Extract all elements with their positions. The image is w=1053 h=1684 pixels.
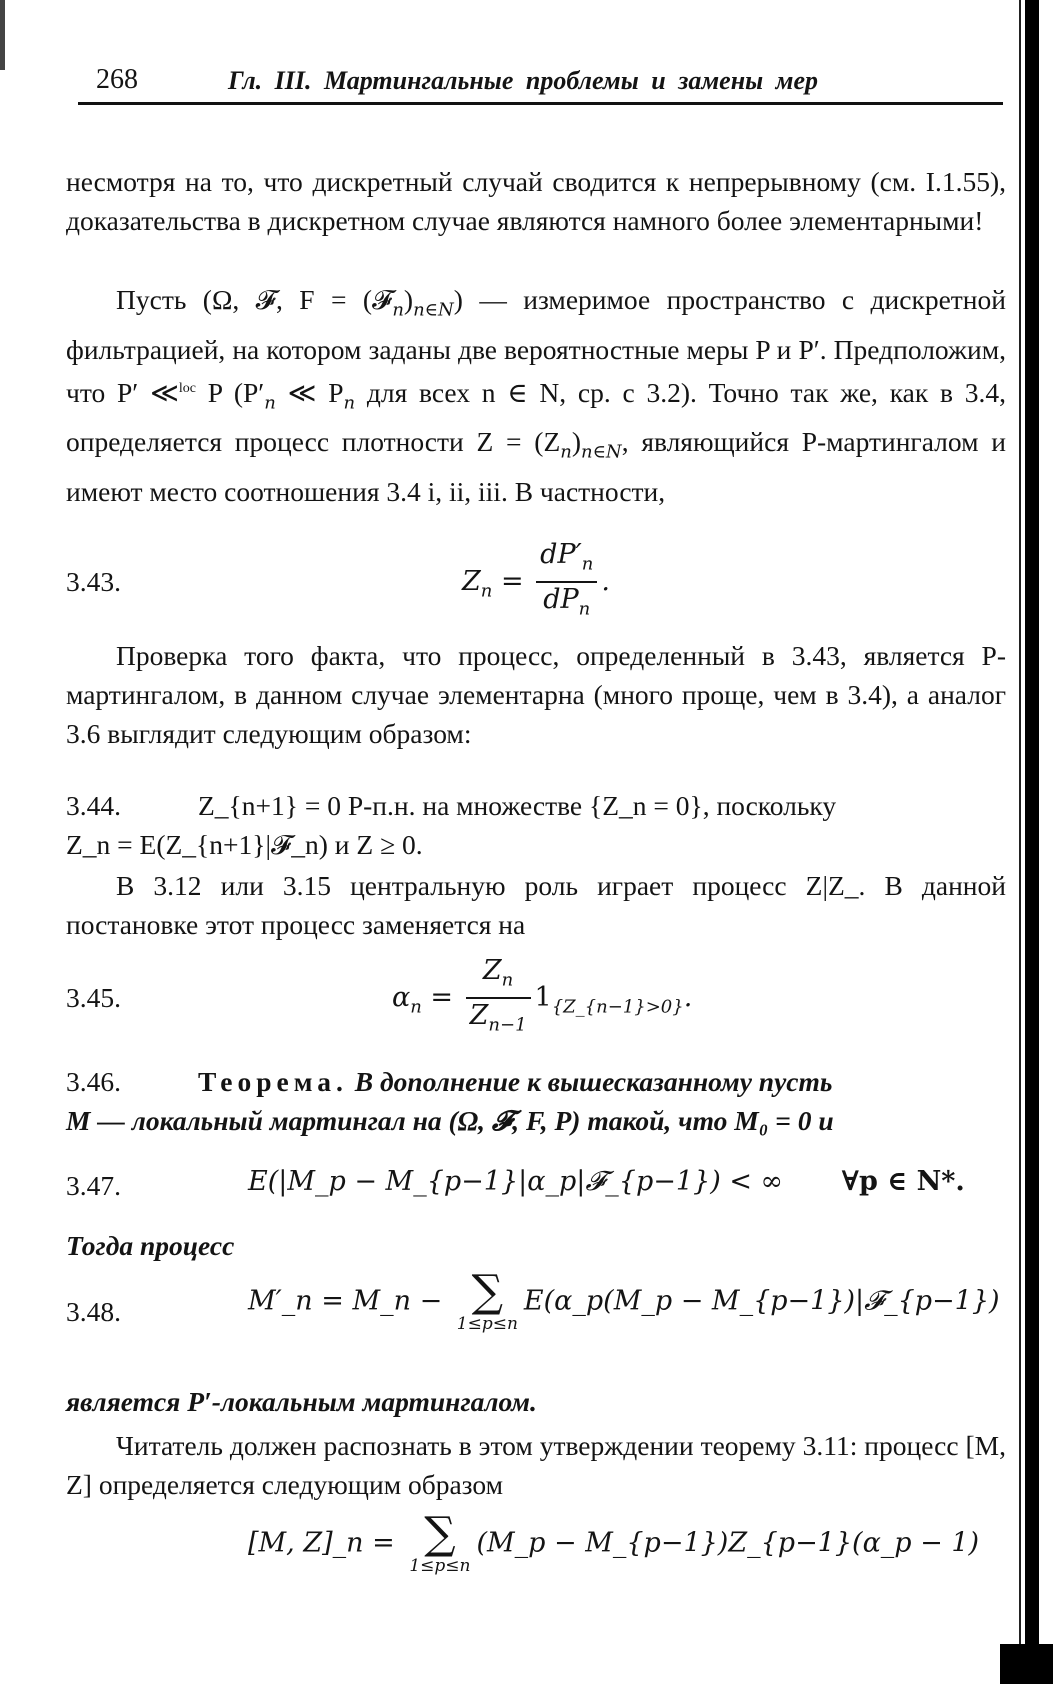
eq349-limits: 1≤p≤n (409, 1556, 471, 1576)
theorem-3-46 (198, 1062, 1006, 1101)
eq348-limits: 1≤p≤n (456, 1314, 518, 1334)
equation-3-47 (248, 1166, 965, 1198)
setup-sub-b: n∈N (413, 299, 454, 321)
eq343-den-sub: n (578, 598, 591, 620)
eq345-period: . (683, 981, 693, 1013)
eq348-rhs: E(α_p(M_p − M_{p−1})|𝓕_{p−1}) (523, 1285, 1000, 1317)
setup-sub-f: n∈N (581, 441, 622, 463)
eq-label-3-44: 3.44. (66, 790, 121, 821)
setup-sub-d: n (343, 392, 356, 414)
theorem-conclusion: является P′-локальным мартингалом. (66, 1386, 537, 1417)
setup-text-c: ) — измеримое пространство с дискретной фильтрацией, на котором заданы две вероятностные меры P и P′. Предположим, что P′ ≪ (66, 284, 1006, 408)
theorem-text: В дополнение к вышесказанному пусть (354, 1066, 833, 1097)
eq345-den-text: Z (469, 1000, 489, 1032)
eq343-fraction (536, 538, 597, 627)
eq-label-3-43: 3.43. (66, 566, 121, 597)
setup-sub-a: n (392, 299, 404, 321)
eq349-rhs: (M_p − M_{p−1})Z_{p−1}(α_p − 1) (476, 1527, 980, 1559)
paragraph-central-role: В 3.12 или 3.15 центральную роль играет процесс Z|Z_. В данной постановке этот процесс заменяется на (66, 870, 1006, 940)
eq343-numerator (536, 538, 597, 583)
eq347-forall: ∀p ∈ N*. (841, 1166, 965, 1197)
setup-text-f: для всех n ∈ N, ср. с 3.2). Точно так же, как в 3.4, определяется процесс плотности Z = (Z (66, 376, 1006, 458)
eq345-lhs-sub: n (410, 996, 422, 1018)
equation-3-48 (248, 1266, 1000, 1334)
setup-text-g: ) (571, 426, 582, 458)
eq349-sigma: ∑ (424, 1508, 456, 1559)
setup-text-e: ≪ P (275, 376, 344, 408)
paragraph-intro: несмотря на то, что дискретный случай сводится к непрерывному (см. I.1.55), доказательства в дискретном случае являются намного более элементарными! (66, 166, 1006, 236)
eq343-lhs-sub: n (480, 580, 493, 602)
eq-label-3-47: 3.47. (66, 1170, 121, 1201)
setup-text-h: , являющийся P-мартингалом и имеют место соотношения 3.4 i, ii, iii. В частности, (66, 426, 1006, 507)
eq347-expr: E(|M_p − M_{p−1}|α_p|𝓕_{p−1}) < ∞ (248, 1166, 784, 1197)
eq349-lhs: [M, Z]_n = (248, 1527, 404, 1559)
scan-corner-mark (0, 0, 5, 70)
eq348-sigma: ∑ (471, 1266, 504, 1317)
scan-page-edge-line (1019, 0, 1021, 1684)
scan-page-edge (1025, 0, 1039, 1684)
eq345-indicator-sub: {Z_{n−1}>0} (551, 996, 684, 1018)
eq343-period: . (601, 565, 610, 597)
statement-3-44-cont: Z_n = E(Z_{n+1}|𝓕_n) и Z ≥ 0. (66, 829, 423, 860)
eq345-denominator (466, 999, 531, 1042)
theorem-3-46-line2: M — локальный мартингал на (Ω, 𝓕, F, P) такой, что M₀ = 0 и (66, 1105, 834, 1136)
eq343-lhs: Z (462, 565, 481, 597)
eq343-den-text: dP (543, 584, 579, 616)
eq348-lhs: M′_n = M_n − (248, 1285, 451, 1317)
eq-label-3-48: 3.48. (66, 1296, 121, 1327)
paragraph-check: Проверка того факта, что процесс, определенный в 3.43, является P-мартингалом, в данном случае элементарна (много проще, чем в 3.4), а аналог 3.6 выглядит следующим образом: (66, 640, 1006, 749)
setup-sub-e: n (560, 441, 572, 463)
eq345-den-sub: n−1 (488, 1014, 527, 1036)
eq343-equals: = (492, 565, 533, 597)
statement-3-44: Z_{n+1} = 0 P-п.н. на множестве {Z_n = 0}, поскольку (198, 790, 837, 821)
eq345-numerator (466, 954, 531, 999)
running-title: Гл. III. Мартингальные проблемы и замены мер (228, 66, 819, 95)
eq343-denominator (536, 583, 597, 626)
eq343-num-sub: n (581, 553, 594, 575)
paragraph-reader: Читатель должен распознать в этом утверждении теорему 3.11: процесс [M, Z] определяется следующим образом (66, 1430, 1006, 1500)
setup-text-b: ) (403, 284, 414, 315)
running-header (78, 60, 1003, 105)
equation-3-43 (462, 538, 610, 627)
eq343-num-text: dP′ (540, 539, 582, 570)
scan-bottom-shadow (1000, 1644, 1053, 1684)
setup-text-a: Пусть (Ω, 𝓕, F = (𝓕 (116, 284, 393, 315)
eq345-num-sub: n (501, 969, 514, 991)
paragraph-setup (66, 280, 1006, 511)
eq348-sum (456, 1266, 518, 1334)
eq345-indicator: 1 (534, 981, 552, 1013)
eq-label-3-45: 3.45. (66, 982, 121, 1013)
equation-bracket (248, 1508, 980, 1576)
equation-3-45 (392, 954, 692, 1043)
eq349-sum (409, 1508, 471, 1576)
setup-sup-loc: loc (178, 380, 196, 396)
theorem-then: Тогда процесс (66, 1230, 235, 1261)
eq345-num-text: Z (482, 955, 502, 986)
theorem-word: Теорема. (198, 1066, 348, 1097)
eq-label-3-46: 3.46. (66, 1066, 121, 1097)
eq345-fraction (466, 954, 531, 1043)
setup-sub-c: n (264, 392, 276, 414)
setup-text-d: P (P′ (196, 376, 265, 408)
page-number: 268 (96, 64, 138, 95)
eq345-lhs: α (392, 981, 411, 1013)
eq345-equals: = (421, 981, 462, 1013)
